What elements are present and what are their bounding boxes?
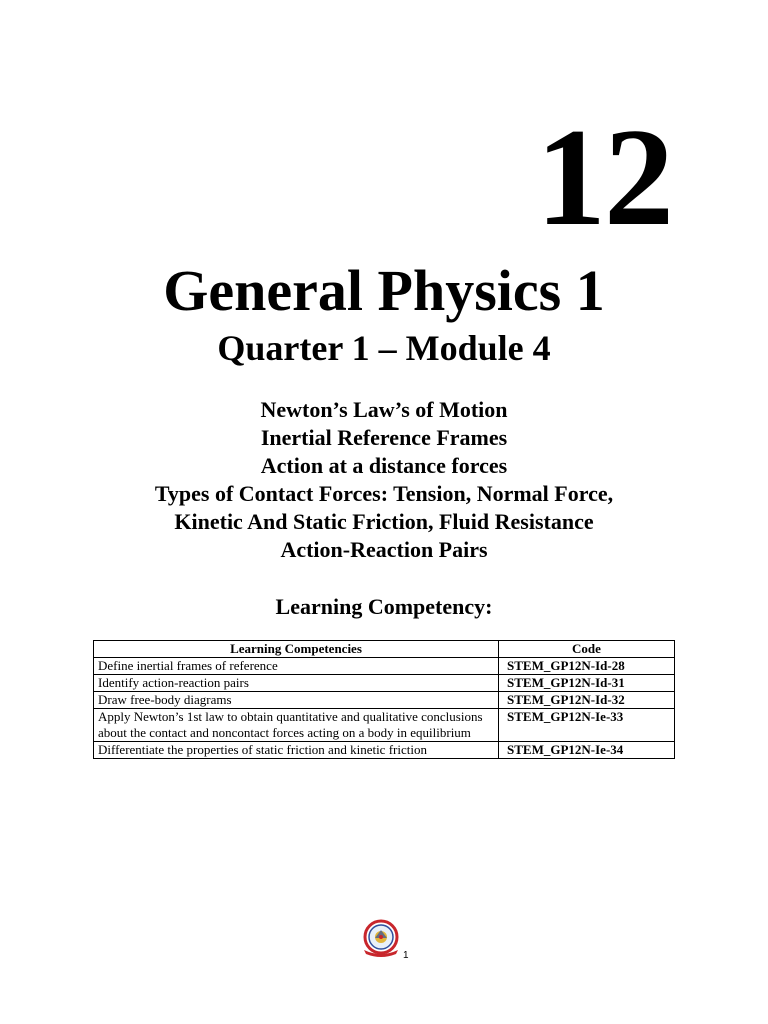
table-row (94, 675, 675, 692)
competency-heading: Learning Competency: (275, 594, 493, 619)
code-cell: STEM_GP12N-Ie-33 (499, 709, 675, 742)
topic-item: Inertial Reference Frames (260, 425, 508, 450)
topic-item: Action at a distance forces (260, 453, 508, 478)
code-cell: STEM_GP12N-Ie-34 (499, 742, 675, 759)
topic-item: Newton’s Law’s of Motion (260, 397, 508, 422)
topic-item: Types of Contact Forces: Tension, Normal Force, (154, 481, 614, 506)
header-code: Code (499, 641, 675, 658)
module-title: General Physics 1 (163, 258, 605, 323)
competency-cell: Draw free-body diagrams (94, 692, 499, 709)
competency-cell: Define inertial frames of reference (94, 658, 499, 675)
competency-cell: Identify action-reaction pairs (94, 675, 499, 692)
table-header-row (94, 641, 675, 658)
code-cell: STEM_GP12N-Id-28 (499, 658, 675, 675)
grade-number: 12 (536, 100, 672, 255)
topic-item: Action-Reaction Pairs (280, 537, 488, 562)
competency-cell: Differentiate the properties of static friction and kinetic friction (94, 742, 499, 759)
table-row (94, 692, 675, 709)
table-row (94, 742, 675, 759)
topic-item: Kinetic And Static Friction, Fluid Resistance (174, 509, 594, 534)
competency-cell: Apply Newton’s 1st law to obtain quantitative and qualitative conclusions about the contact and noncontact forces acting on a body in equilibrium (94, 709, 499, 742)
module-subtitle: Quarter 1 – Module 4 (217, 328, 551, 368)
school-seal-logo (359, 919, 403, 959)
topics-list (0, 396, 768, 564)
page-number: 1 (403, 950, 409, 961)
table-row (94, 658, 675, 675)
header-competency: Learning Competencies (94, 641, 499, 658)
table-row (94, 709, 675, 742)
code-cell: STEM_GP12N-Id-31 (499, 675, 675, 692)
competency-table (93, 640, 675, 759)
code-cell: STEM_GP12N-Id-32 (499, 692, 675, 709)
